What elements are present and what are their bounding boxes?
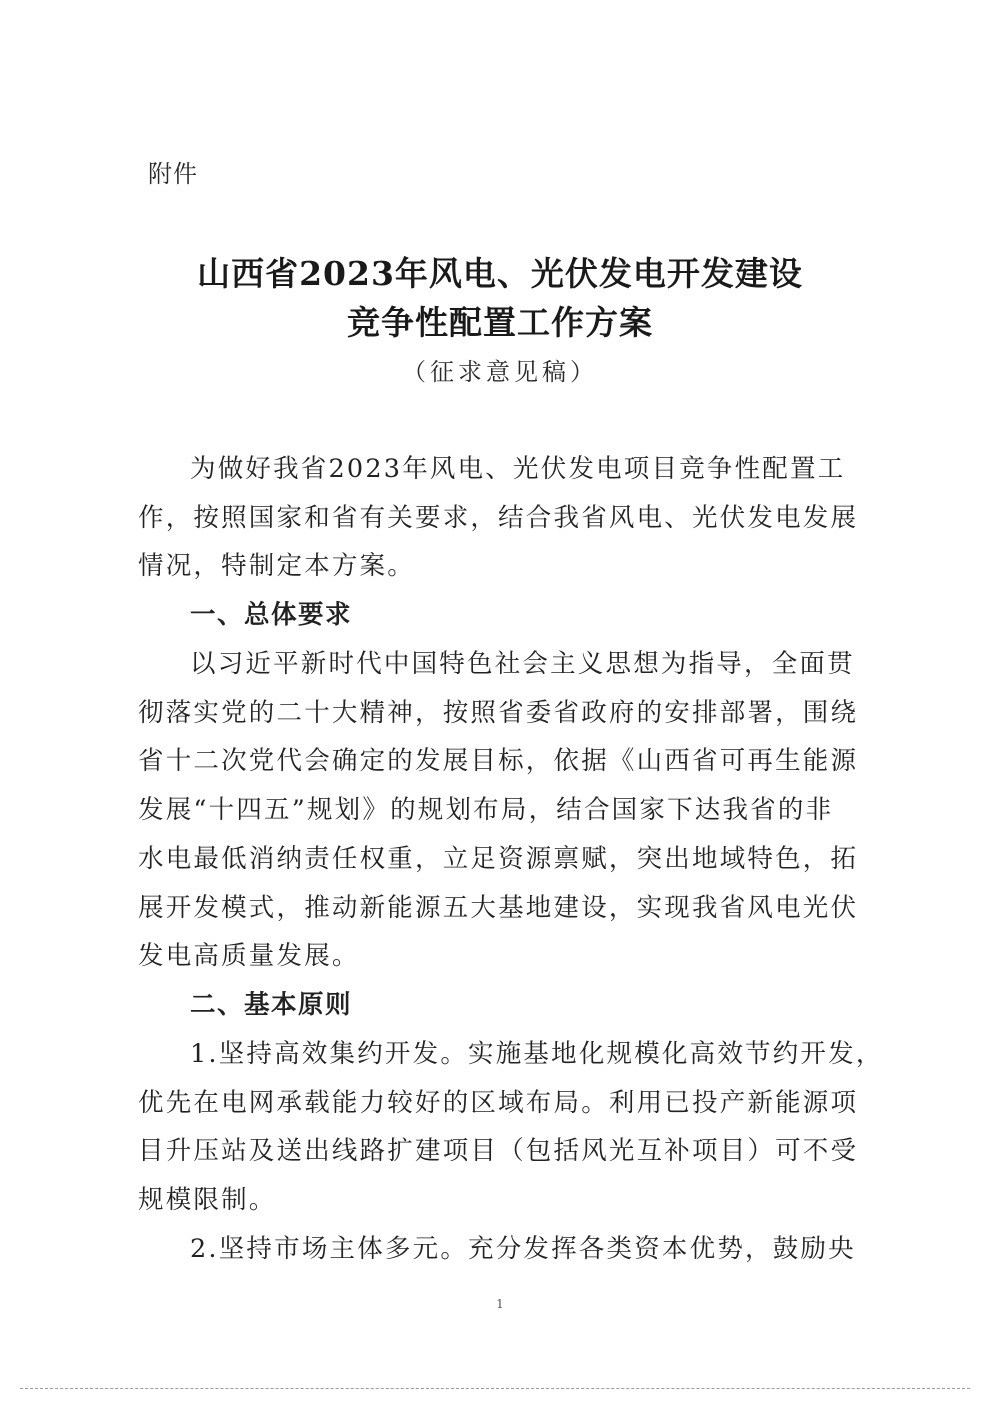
body-paragraph-line: 省十二次党代会确定的发展目标，依据《山西省可再生能源	[138, 746, 859, 776]
body-paragraph-line: 水电最低消纳责任权重，立足资源禀赋，突出地域特色，拓	[138, 844, 859, 874]
document-subtitle: （征求意见稿）	[402, 358, 598, 386]
document-title-line-1: 山西省2023年风电、光伏发电开发建设	[197, 254, 803, 293]
body-paragraph-line: 彻落实党的二十大精神，按照省委省政府的安排部署，围绕	[138, 698, 859, 728]
bottom-divider	[20, 1388, 970, 1389]
body-paragraph-line: 目升压站及送出线路扩建项目（包括风光互补项目）可不受	[138, 1136, 859, 1166]
body-paragraph-line: 展开发模式，推动新能源五大基地建设，实现我省风电光伏	[138, 893, 859, 923]
body-paragraph-line: 情况，特制定本方案。	[138, 551, 416, 581]
document-title-line-2: 竞争性配置工作方案	[347, 303, 653, 342]
body-paragraph-line: 优先在电网承载能力较好的区域布局。利用已投产新能源项	[138, 1088, 859, 1118]
body-paragraph-line: 1.坚持高效集约开发。实施基地化规模化高效节约开发，	[190, 1039, 884, 1069]
body-paragraph-line: 规模限制。	[138, 1185, 277, 1215]
attachment-label: 附件	[148, 160, 198, 188]
section-heading-basic-principles: 二、基本原则	[190, 990, 353, 1020]
page-number: 1	[496, 1297, 504, 1311]
section-heading-overall-requirements: 一、总体要求	[190, 600, 353, 630]
body-paragraph-line: 作，按照国家和省有关要求，结合我省风电、光伏发电发展	[138, 503, 859, 533]
body-paragraph-line: 以习近平新时代中国特色社会主义思想为指导，全面贯	[190, 649, 855, 679]
body-paragraph-line: 发电高质量发展。	[138, 941, 360, 971]
body-paragraph-line: 2.坚持市场主体多元。充分发挥各类资本优势，鼓励央	[190, 1234, 856, 1264]
body-paragraph-line: 发展“十四五”规划》的规划布局，结合国家下达我省的非	[138, 795, 834, 825]
body-paragraph-line: 为做好我省2023年风电、光伏发电项目竞争性配置工	[190, 454, 846, 484]
